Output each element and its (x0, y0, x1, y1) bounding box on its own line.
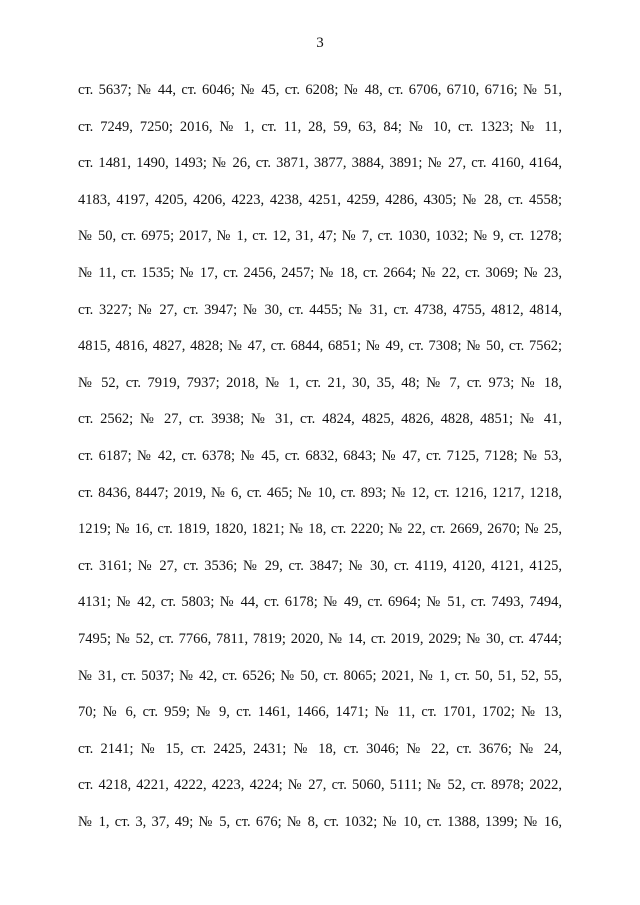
text-line: № 50, ст. 6975; 2017, № 1, ст. 12, 31, 47; № 7, ст. 1030, 1032; № 9, ст. 1278; (78, 228, 562, 245)
text-line: 4815, 4816, 4827, 4828; № 47, ст. 6844, 6851; № 49, ст. 7308; № 50, ст. 7562; (78, 338, 562, 355)
text-line: ст. 2141; № 15, ст. 2425, 2431; № 18, ст. 3046; № 22, ст. 3676; № 24, (78, 740, 562, 757)
text-line: ст. 5637; № 44, ст. 6046; № 45, ст. 6208; № 48, ст. 6706, 6710, 6716; № 51, (78, 82, 562, 98)
text-line: ст. 1481, 1490, 1493; № 26, ст. 3871, 3877, 3884, 3891; № 27, ст. 4160, 4164, (78, 155, 562, 172)
text-line: ст. 3227; № 27, ст. 3947; № 30, ст. 4455; № 31, ст. 4738, 4755, 4812, 4814, (78, 301, 562, 318)
text-line: 4131; № 42, ст. 5803; № 44, ст. 6178; № 49, ст. 6964; № 51, ст. 7493, 7494, (78, 594, 562, 611)
text-line: 1219; № 16, ст. 1819, 1820, 1821; № 18, ст. 2220; № 22, ст. 2669, 2670; № 25, (78, 521, 562, 538)
text-line: 4183, 4197, 4205, 4206, 4223, 4238, 4251, 4259, 4286, 4305; № 28, ст. 4558; (78, 191, 562, 208)
document-body (78, 80, 562, 848)
text-line: ст. 2562; № 27, ст. 3938; № 31, ст. 4824, 4825, 4826, 4828, 4851; № 41, (78, 411, 562, 428)
text-line: ст. 8436, 8447; 2019, № 6, ст. 465; № 10, ст. 893; № 12, ст. 1216, 1217, 1218, (78, 484, 562, 501)
text-line: 70; № 6, ст. 959; № 9, ст. 1461, 1466, 1471; № 11, ст. 1701, 1702; № 13, (78, 704, 562, 721)
page-number: 3 (316, 35, 324, 51)
text-line: № 31, ст. 5037; № 42, ст. 6526; № 50, ст. 8065; 2021, № 1, ст. 50, 51, 52, 55, (78, 667, 562, 684)
text-line: ст. 6187; № 42, ст. 6378; № 45, ст. 6832, 6843; № 47, ст. 7125, 7128; № 53, (78, 447, 562, 464)
text-line: № 1, ст. 3, 37, 49; № 5, ст. 676; № 8, ст. 1032; № 10, ст. 1388, 1399; № 16, (78, 813, 562, 830)
text-line: № 11, ст. 1535; № 17, ст. 2456, 2457; № 18, ст. 2664; № 22, ст. 3069; № 23, (78, 264, 562, 281)
text-line: ст. 7249, 7250; 2016, № 1, ст. 11, 28, 59, 63, 84; № 10, ст. 1323; № 11, (78, 118, 562, 135)
text-line: ст. 3161; № 27, ст. 3536; № 29, ст. 3847; № 30, ст. 4119, 4120, 4121, 4125, (78, 557, 562, 574)
text-line: № 52, ст. 7919, 7937; 2018, № 1, ст. 21, 30, 35, 48; № 7, ст. 973; № 18, (78, 374, 562, 391)
text-line: 7495; № 52, ст. 7766, 7811, 7819; 2020, № 14, ст. 2019, 2029; № 30, ст. 4744; (78, 630, 562, 647)
text-line: ст. 4218, 4221, 4222, 4223, 4224; № 27, ст. 5060, 5111; № 52, ст. 8978; 2022, (78, 777, 562, 794)
